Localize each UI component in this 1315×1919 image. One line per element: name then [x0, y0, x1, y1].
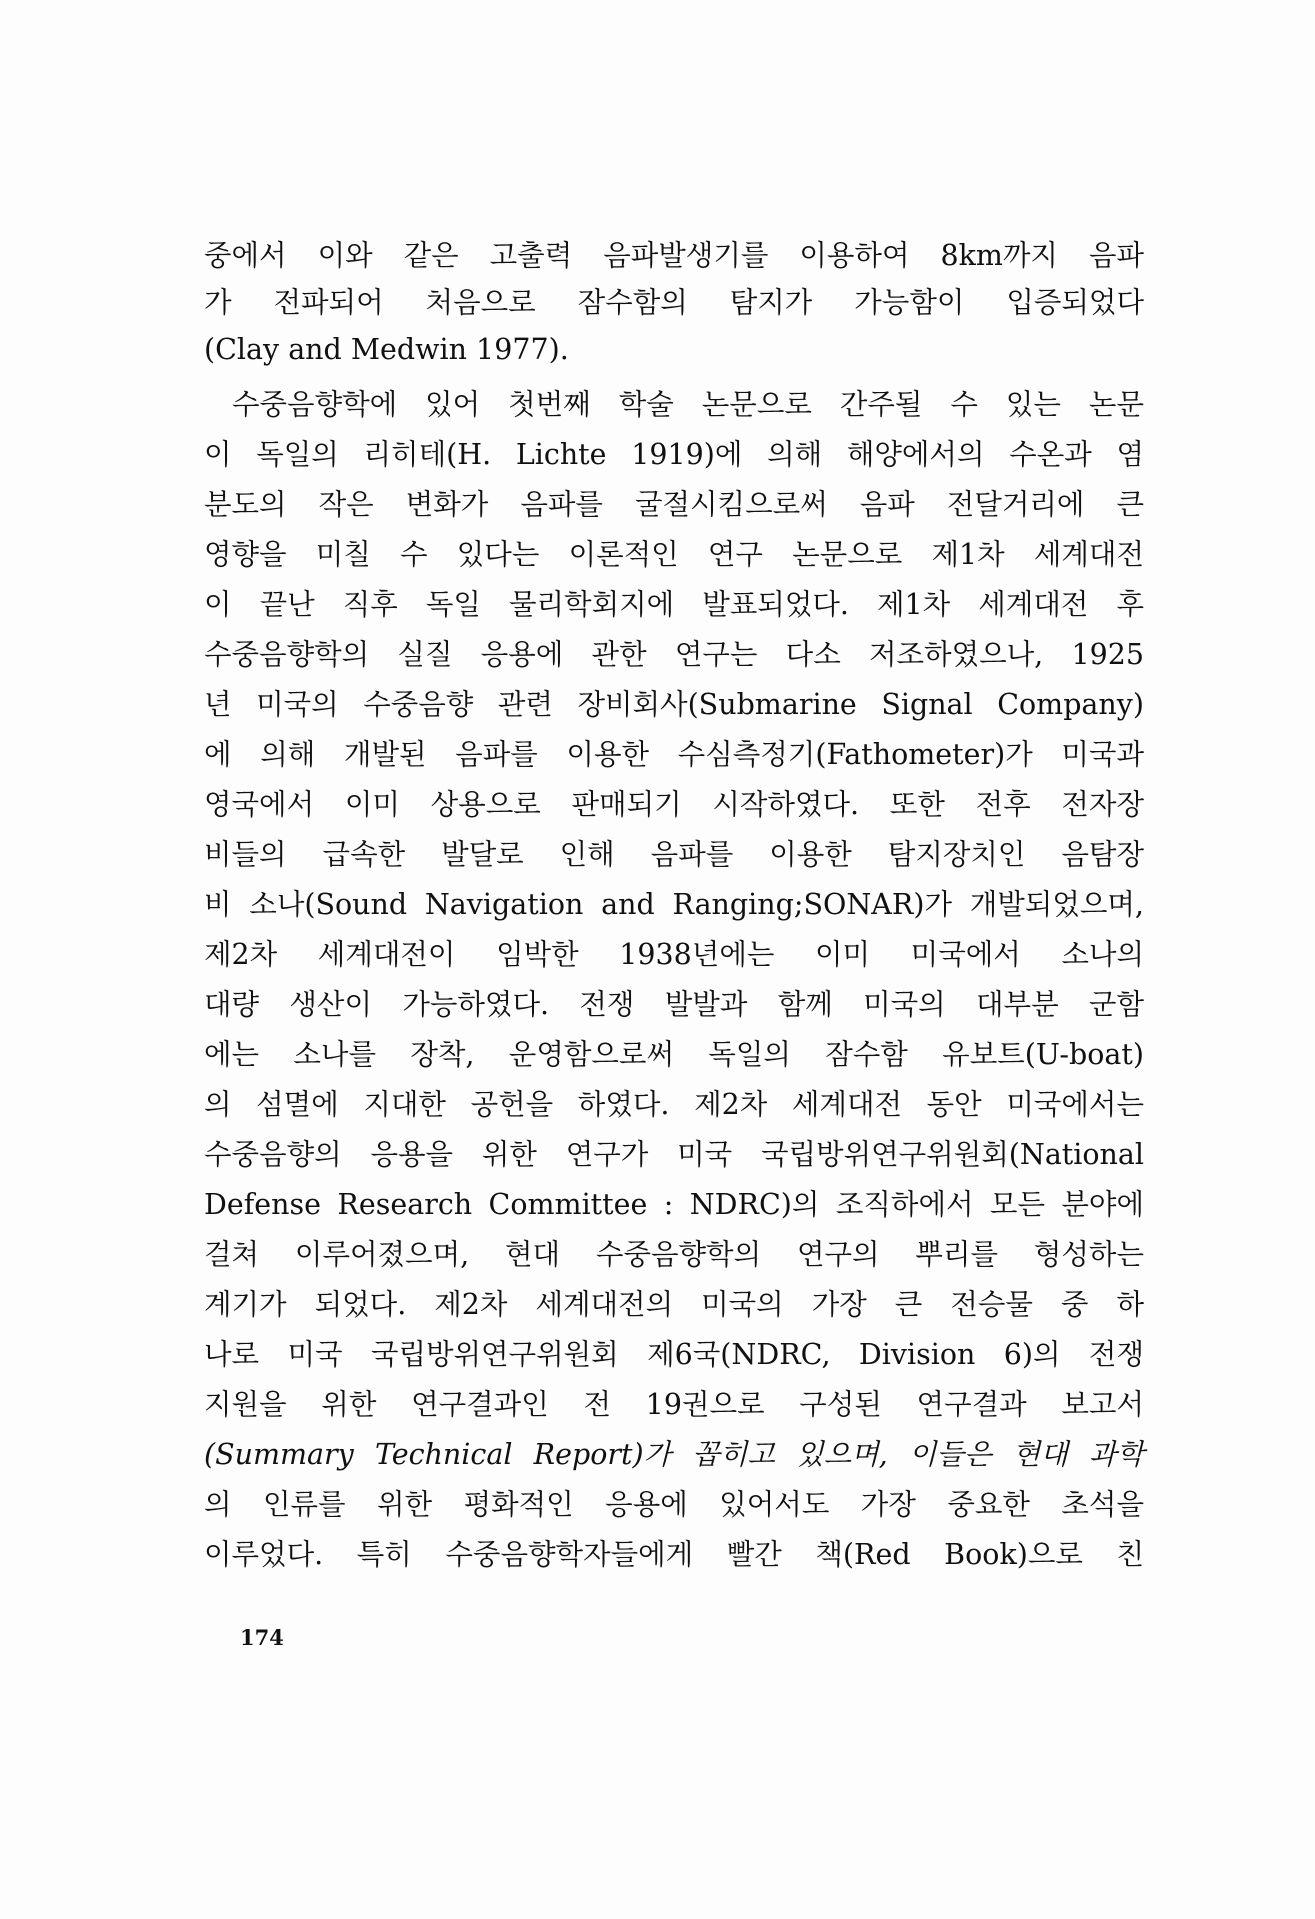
text-line: 가 전파되어 처음으로 잠수함의 탐지가 가능함이 입증되었다 [204, 286, 1144, 319]
text-line: (Summary Technical Report)가 꼽히고 있으며, 이들은 현대 과학 [204, 1438, 1144, 1471]
text-line: 이루었다. 특히 수중음향학자들에게 빨간 책(Red Book)으로 친 [204, 1538, 1144, 1571]
text-line: 비들의 급속한 발달로 인해 음파를 이용한 탐지장치인 음탐장 [204, 838, 1144, 871]
text-line: 걸쳐 이루어졌으며, 현대 수중음향학의 연구의 뿌리를 형성하는 [204, 1238, 1144, 1271]
text-line: 에 의해 개발된 음파를 이용한 수심측정기(Fathometer)가 미국과 [204, 738, 1144, 771]
text-line: 영국에서 이미 상용으로 판매되기 시작하였다. 또한 전후 전자장 [204, 788, 1144, 821]
text-line: 이 끝난 직후 독일 물리학회지에 발표되었다. 제1차 세계대전 후 [204, 588, 1144, 621]
text-line: 지원을 위한 연구결과인 전 19권으로 구성된 연구결과 보고서 [204, 1388, 1144, 1421]
text-line: 중에서 이와 같은 고출력 음파발생기를 이용하여 8km까지 음파 [204, 239, 1144, 272]
text-line: 의 인류를 위한 평화적인 응용에 있어서도 가장 중요한 초석을 [204, 1488, 1144, 1521]
text-line: 나로 미국 국립방위연구위원회 제6국(NDRC, Division 6)의 전쟁 [204, 1338, 1144, 1371]
text-line: 수중음향학의 실질 응용에 관한 연구는 다소 저조하였으나, 1925 [204, 638, 1144, 671]
text-line: 의 섬멸에 지대한 공헌을 하였다. 제2차 세계대전 동안 미국에서는 [204, 1088, 1144, 1121]
text-line: 비 소나(Sound Navigation and Ranging;SONAR)가 개발되었으며, [204, 888, 1144, 921]
text-line: 분도의 작은 변화가 음파를 굴절시킴으로써 음파 전달거리에 큰 [204, 488, 1144, 521]
text-line: 년 미국의 수중음향 관련 장비회사(Submarine Signal Company) [204, 688, 1144, 721]
text-line: Defense Research Committee : NDRC)의 조직하에서 모든 분야에 [204, 1188, 1144, 1221]
text-line: 이 독일의 리히테(H. Lichte 1919)에 의해 해양에서의 수온과 염 [204, 438, 1144, 471]
text-line: (Clay and Medwin 1977). [204, 333, 569, 366]
page-number: 174 [240, 1625, 284, 1650]
text-line: 수중음향의 응용을 위한 연구가 미국 국립방위연구위원회(National [204, 1138, 1144, 1171]
text-line: 대량 생산이 가능하였다. 전쟁 발발과 함께 미국의 대부분 군함 [204, 988, 1144, 1021]
text-line: 수중음향학에 있어 첫번째 학술 논문으로 간주될 수 있는 논문 [232, 388, 1144, 421]
text-line: 제2차 세계대전이 임박한 1938년에는 이미 미국에서 소나의 [204, 938, 1144, 971]
text-line: 영향을 미칠 수 있다는 이론적인 연구 논문으로 제1차 세계대전 [204, 538, 1144, 571]
text-line: 계기가 되었다. 제2차 세계대전의 미국의 가장 큰 전승물 중 하 [204, 1288, 1144, 1321]
text-line: 에는 소나를 장착, 운영함으로써 독일의 잠수함 유보트(U-boat) [204, 1038, 1144, 1071]
